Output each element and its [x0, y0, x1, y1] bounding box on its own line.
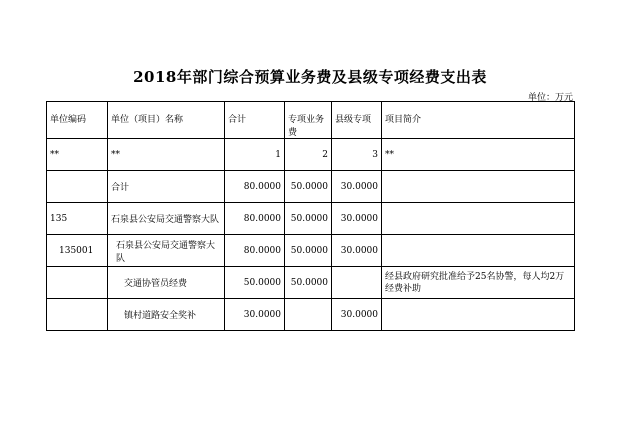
- cell-total: 80.0000: [225, 171, 285, 203]
- cell-unit-code: [47, 171, 108, 203]
- cell-total: 1: [225, 139, 285, 171]
- cell-special-business: 2: [285, 139, 332, 171]
- header-project-intro: 项目简介: [382, 102, 575, 139]
- table-row: [47, 299, 575, 331]
- budget-table: [46, 101, 575, 331]
- cell-project-intro: [382, 171, 575, 203]
- header-total: 合计: [225, 102, 285, 139]
- page-title: 2018年部门综合预算业务费及县级专项经费支出表: [133, 68, 487, 86]
- table-header-row: [47, 102, 575, 139]
- header-county-special: 县级专项: [332, 102, 382, 139]
- cell-county-special: 30.0000: [332, 171, 382, 203]
- table-row: [47, 203, 575, 235]
- cell-unit-code: [47, 299, 108, 331]
- cell-county-special: 30.0000: [332, 299, 382, 331]
- cell-project-intro: [382, 235, 575, 267]
- cell-special-business: 50.0000: [285, 235, 332, 267]
- table-row: [47, 139, 575, 171]
- cell-special-business: 50.0000: [285, 267, 332, 299]
- table-row: [47, 171, 575, 203]
- cell-county-special: [332, 267, 382, 299]
- cell-project-intro: 经县政府研究批准给予25名协警，每人均2万经费补助: [382, 267, 575, 299]
- cell-unit-name: 交通协管员经费: [108, 267, 225, 299]
- cell-unit-name: **: [108, 139, 225, 171]
- header-unit-code: 单位编码: [47, 102, 108, 139]
- cell-county-special: 3: [332, 139, 382, 171]
- cell-unit-name: 石泉县公安局交通警察大队: [108, 235, 225, 267]
- cell-total: 80.0000: [225, 235, 285, 267]
- cell-unit-name: 石泉县公安局交通警察大队: [108, 203, 225, 235]
- cell-unit-name: 镇村道路安全奖补: [108, 299, 225, 331]
- cell-county-special: 30.0000: [332, 235, 382, 267]
- cell-unit-code: 135001: [47, 235, 108, 267]
- cell-unit-code: **: [47, 139, 108, 171]
- cell-county-special: 30.0000: [332, 203, 382, 235]
- header-special-business: 专项业务费: [285, 102, 332, 139]
- cell-unit-code: [47, 267, 108, 299]
- cell-project-intro: **: [382, 139, 575, 171]
- table-row: [47, 267, 575, 299]
- cell-project-intro: [382, 203, 575, 235]
- cell-special-business: 50.0000: [285, 203, 332, 235]
- cell-unit-code: 135: [47, 203, 108, 235]
- cell-project-intro: [382, 299, 575, 331]
- header-unit-name: 单位（项目）名称: [108, 102, 225, 139]
- cell-special-business: 50.0000: [285, 171, 332, 203]
- table-row: [47, 235, 575, 267]
- cell-total: 30.0000: [225, 299, 285, 331]
- cell-total: 80.0000: [225, 203, 285, 235]
- cell-special-business: [285, 299, 332, 331]
- cell-total: 50.0000: [225, 267, 285, 299]
- unit-label: 单位：万元: [527, 93, 573, 103]
- cell-unit-name: 合计: [108, 171, 225, 203]
